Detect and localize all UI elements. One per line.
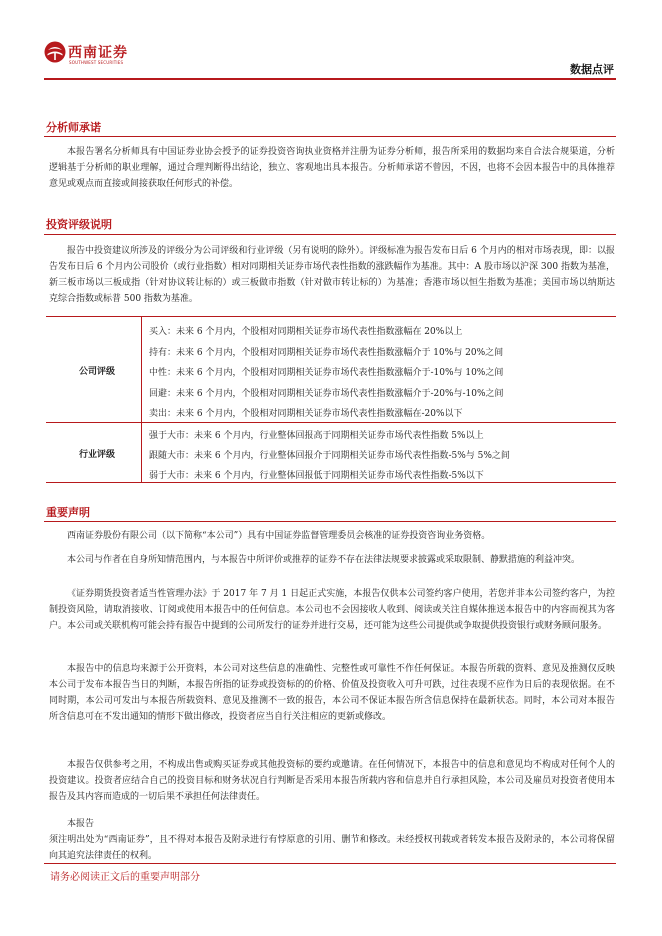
logo-emblem-icon — [44, 41, 66, 63]
footer-notice: 请务必阅读正文后的重要声明部分 — [50, 872, 200, 883]
rating-row-outperform: 强于大市：未来 6 个月内，行业整体回报高于同期相关证券市场代表性指数 5%以上 — [149, 431, 484, 441]
industry-rating-label: 行业评级 — [78, 450, 115, 460]
rating-row-neutral: 中性：未来 6 个月内，个股相对同期相关证券市场代表性指数涨幅介于-10%与 10%之间 — [149, 368, 504, 378]
rating-row-sell: 卖出：未来 6 个月内，个股相对同期相关证券市场代表性指数涨幅在-20%以下 — [149, 409, 463, 419]
doc-type-label: 数据点评 — [570, 63, 614, 76]
rating-row-hold: 持有：未来 6 个月内，个股相对同期相关证券市场代表性指数涨幅介于 10%与 20%之间 — [149, 348, 504, 358]
rating-row-buy: 买入：未来 6 个月内，个股相对同期相关证券市场代表性指数涨幅在 20%以上 — [149, 327, 463, 337]
rating-paragraph: 报告中投资建议所涉及的评级分为公司评级和行业评级（另有说明的除外）。评级标准为报告发布日后 6 个月内的相对市场表现，即：以报告发布日后 6 个月内公司股价（或行业指数）相对同期相关证券市场代表性指数的涨跌幅作为基准。其中：A 股市场以沪深 300 指数为基准，新三板市场以三板成指（针对协议转让标的）或三板做市指数（针对做市转让标的）为基准；香港市场以恒生指数为基准；美国市场以纳斯达克综合指数或标普 500 指数为基准。 — [49, 246, 615, 304]
disclaimer-paragraph: 本公司与作者在自身所知情范围内，与本报告中所评价或推荐的证券不存在法律法规要求披露或采取限制、静默措施的利益冲突。 — [67, 555, 581, 565]
rating-row-avoid: 回避：未来 6 个月内，个股相对同期相关证券市场代表性指数涨幅介于-20%与-10%之间 — [149, 389, 504, 399]
industry-rating-group — [46, 422, 616, 482]
header-divider — [44, 78, 616, 80]
footer-divider — [44, 863, 616, 864]
disclaimer-paragraph: 本报告 — [67, 819, 95, 829]
rating-section-divider — [44, 234, 616, 235]
rating-table — [46, 316, 616, 481]
table-vertical-divider — [141, 316, 142, 422]
disclaimer-paragraph: 须注明出处为“西南证券”，且不得对本报告及附录进行有悖原意的引用、删节和修改。未经授权刊载或者转发本报告及附录的，本公司将保留向其追究法律责任的权利。 — [49, 835, 615, 861]
table-divider — [46, 482, 616, 483]
analyst-paragraph: 本报告署名分析师具有中国证券业协会授予的证券投资咨询执业资格并注册为证券分析师，报告所采用的数据均来自合法合规渠道，分析逻辑基于分析师的职业理解，通过合理判断得出结论，独立、客观地出具本报告。分析师承诺不曾因，不因，也将不会因本报告中的具体推荐意见或观点而直接或间接获取任何形式的补偿。 — [49, 147, 615, 189]
analyst-section-title: 分析师承诺 — [46, 121, 101, 134]
rating-row-underperform: 弱于大市：未来 6 个月内，行业整体回报低于同期相关证券市场代表性指数-5%以下 — [149, 471, 484, 481]
table-vertical-divider — [141, 422, 142, 482]
disclaimer-section-title: 重要声明 — [46, 506, 90, 519]
rating-section-title: 投资评级说明 — [46, 218, 112, 231]
company-rating-label: 公司评级 — [78, 367, 115, 377]
analyst-section-divider — [44, 136, 616, 137]
disclaimer-paragraph: 西南证券股份有限公司（以下简称“本公司”）具有中国证券监督管理委员会核准的证券投资咨询业务资格。 — [67, 531, 491, 541]
disclaimer-paragraph: 本报告中的信息均来源于公开资料，本公司对这些信息的准确性、完整性或可靠性不作任何保证。本报告所载的资料、意见及推测仅反映本公司于发布本报告当日的判断，本报告所指的证券或投资标的的价格、价值及投资收入可升可跌，过往表现不应作为日后的表现依据。在不同时期，本公司可发出与本报告所载资料、意见及推测不一致的报告，本公司不保证本报告所含信息保持在最新状态。同时，本公司对本报告所含信息可在不发出通知的情形下做出修改，投资者应当自行关注相应的更新或修改。 — [49, 664, 615, 722]
logo-text-en: SOUTHWEST SECURITIES — [69, 60, 124, 65]
logo-text-cn: 西南证券 — [68, 45, 128, 61]
disclaimer-section-divider — [44, 521, 616, 522]
disclaimer-paragraph: 本报告仅供参考之用，不构成出售或购买证券或其他投资标的要约或邀请。在任何情况下，本报告中的信息和意见均不构成对任何个人的投资建议。投资者应结合自己的投资目标和财务状况自行判断是否采用本报告所载内容和信息并自行承担风险，本公司及雇员对投资者使用本报告及其内容而造成的一切后果不承担任何法律责任。 — [49, 760, 615, 802]
disclaimer-paragraph: 《证券期货投资者适当性管理办法》于 2017 年 7 月 1 日起正式实施，本报告仅供本公司签约客户使用，若您并非本公司签约客户，为控制投资风险，请取消接收、订阅或使用本报告中的任何信息。本公司也不会因接收人收到、阅读或关注自媒体推送本报告中的内容而视其为客户。本公司或关联机构可能会持有报告中提到的公司所发行的证券并进行交易，还可能为这些公司提供或争取提供投资银行或财务顾问服务。 — [49, 589, 615, 631]
company-rating-group — [46, 316, 616, 422]
rating-row-marketperform: 跟随大市：未来 6 个月内，行业整体回报介于同期相关证券市场代表性指数-5%与 5%之间 — [149, 451, 510, 461]
company-logo — [44, 40, 156, 70]
